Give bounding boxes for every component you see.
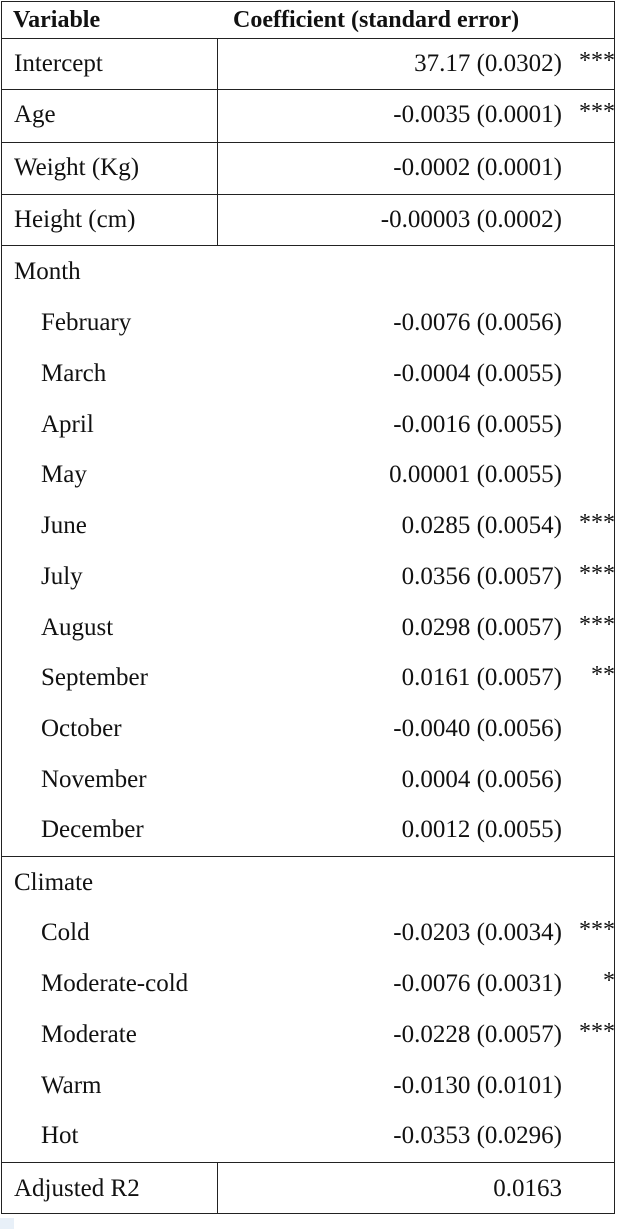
table-row <box>1 754 615 805</box>
header-coefficient: Coefficient (standard error) <box>233 7 520 33</box>
table-row <box>1 1060 615 1111</box>
row-variable: Warm <box>41 1072 102 1099</box>
table-row <box>1 551 615 602</box>
row-variable: August <box>41 614 114 641</box>
header-divider <box>1 38 615 39</box>
row-divider <box>1 142 615 143</box>
table-row <box>1 652 615 703</box>
table-row <box>1 907 615 958</box>
row-coefficient: -0.0130 (0.0101) <box>393 1072 562 1099</box>
row-coefficient: 0.0161 (0.0057) <box>401 664 562 691</box>
row-divider <box>1 1162 615 1163</box>
row-coefficient: -0.0228 (0.0057) <box>393 1021 562 1048</box>
row-variable: Weight (Kg) <box>14 154 140 181</box>
row-variable: December <box>41 816 144 843</box>
row-variable: Intercept <box>14 50 103 77</box>
group-label-month: Month <box>14 258 81 285</box>
row-coefficient: -0.0203 (0.0034) <box>393 919 562 946</box>
row-significance: *** <box>579 48 615 74</box>
row-coefficient: -0.0076 (0.0031) <box>393 970 562 997</box>
row-variable: October <box>41 715 122 742</box>
table-row <box>1 602 615 653</box>
row-coefficient: -0.0040 (0.0056) <box>393 715 562 742</box>
row-significance: *** <box>579 99 615 125</box>
header-variable: Variable <box>13 7 101 33</box>
row-divider <box>1 245 615 246</box>
row-coefficient: 0.0356 (0.0057) <box>401 563 562 590</box>
row-coefficient: 0.00001 (0.0055) <box>389 461 562 488</box>
row-significance: *** <box>579 1019 615 1045</box>
table-row <box>1 703 615 754</box>
row-divider <box>1 89 615 90</box>
bottom-border <box>1 1213 615 1214</box>
row-variable: Age <box>14 101 56 128</box>
row-variable: Height (cm) <box>14 206 136 233</box>
row-coefficient: -0.0016 (0.0055) <box>393 411 562 438</box>
table-row <box>1 89 615 140</box>
row-variable: June <box>41 512 87 539</box>
row-coefficient: 37.17 (0.0302) <box>414 50 562 77</box>
table-row <box>1 804 615 855</box>
row-variable: Moderate <box>41 1021 137 1048</box>
table-row-adjusted-r2 <box>1 1163 615 1214</box>
row-coefficient: 0.0285 (0.0054) <box>401 512 562 539</box>
row-coefficient: -0.0076 (0.0056) <box>393 309 562 336</box>
row-coefficient: -0.0004 (0.0055) <box>393 360 562 387</box>
row-variable: April <box>41 411 94 438</box>
table-row <box>1 142 615 193</box>
table-row <box>1 500 615 551</box>
top-border <box>1 1 615 2</box>
row-variable: March <box>41 360 107 387</box>
table-header-row <box>1 0 615 38</box>
row-coefficient: -0.0353 (0.0296) <box>393 1122 562 1149</box>
row-significance: *** <box>579 612 615 638</box>
row-coefficient: -0.0002 (0.0001) <box>393 154 562 181</box>
row-divider <box>1 194 615 195</box>
column-divider <box>217 38 218 245</box>
row-coefficient: 0.0163 <box>493 1175 562 1202</box>
table-row <box>1 958 615 1009</box>
table-row <box>1 1110 615 1161</box>
page-corner-mark <box>0 1218 14 1229</box>
table-row <box>1 38 615 89</box>
row-variable: Adjusted R2 <box>14 1175 140 1202</box>
row-variable: May <box>41 461 87 488</box>
column-divider-bottom <box>217 1162 218 1213</box>
row-divider <box>1 856 615 857</box>
row-variable: Moderate-cold <box>41 970 189 997</box>
row-variable: July <box>41 563 83 590</box>
row-coefficient: 0.0012 (0.0055) <box>401 816 562 843</box>
right-border <box>614 1 615 1214</box>
table-row <box>1 399 615 450</box>
group-label-climate: Climate <box>14 869 94 896</box>
row-significance: ** <box>591 662 615 688</box>
table-row <box>1 297 615 348</box>
row-significance: *** <box>579 917 615 943</box>
row-significance: *** <box>579 510 615 536</box>
row-variable: November <box>41 766 147 793</box>
row-coefficient: -0.0035 (0.0001) <box>393 101 562 128</box>
row-significance: *** <box>579 561 615 587</box>
table-group-heading <box>1 857 615 908</box>
table-row <box>1 449 615 500</box>
table-row <box>1 1009 615 1060</box>
row-coefficient: 0.0004 (0.0056) <box>401 766 562 793</box>
table-row <box>1 348 615 399</box>
row-variable: Cold <box>41 919 90 946</box>
table-group-heading <box>1 246 615 297</box>
table-row <box>1 194 615 245</box>
row-significance: * <box>603 968 615 994</box>
row-variable: February <box>41 309 132 336</box>
row-variable: Hot <box>41 1122 79 1149</box>
row-coefficient: -0.00003 (0.0002) <box>380 206 562 233</box>
row-coefficient: 0.0298 (0.0057) <box>401 614 562 641</box>
row-variable: September <box>41 664 148 691</box>
left-border <box>1 1 2 1214</box>
